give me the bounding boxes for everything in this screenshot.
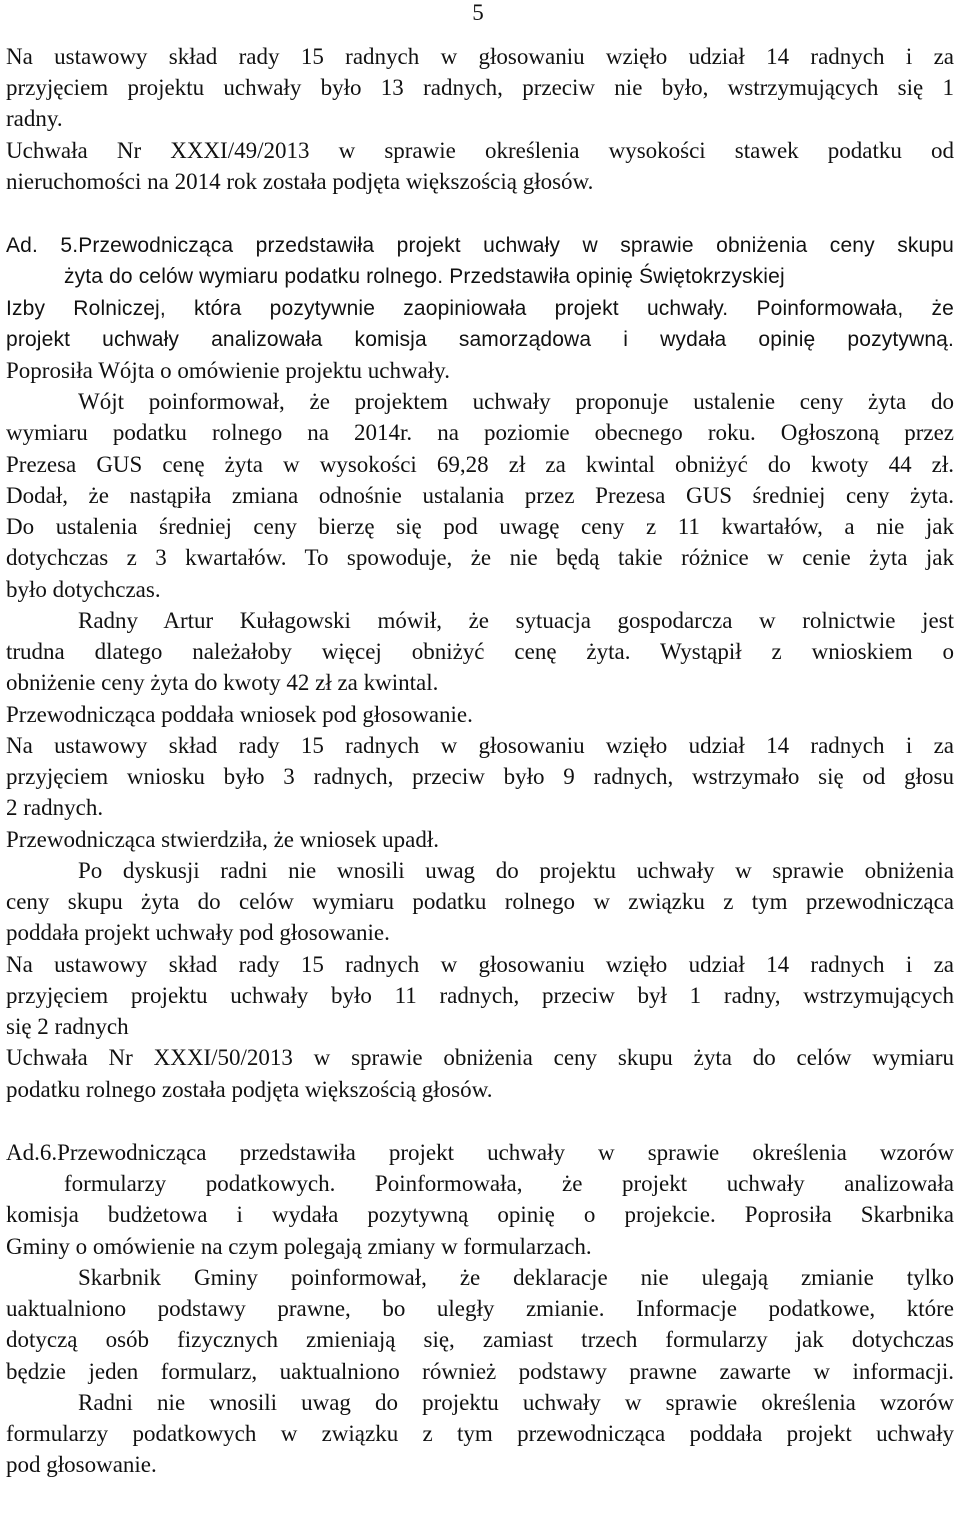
text-line: poddała projekt uchwały pod głosowanie.	[6, 920, 390, 945]
page-number: 5	[472, 0, 484, 25]
text-line: będzie jeden formularz, uaktualniono również podstawy prawne zawarte w informacji.	[6, 1359, 954, 1384]
text-line: było dotychczas.	[6, 577, 161, 602]
text-line: Prezesa GUS cenę żyta w wysokości 69,28 zł za kwintal obniżyć do kwoty 44 zł.	[6, 452, 954, 477]
text-line: przyjęciem wniosku było 3 radnych, przeciw było 9 radnych, wstrzymało się od głosu	[6, 764, 954, 789]
text-line: dotyczą osób fizycznych zmieniają się, zamiast trzech formularzy jak dotychczas	[6, 1327, 954, 1352]
text-line: uaktualniono podstawy prawne, bo uległy zmianie. Informacje podatkowe, które	[6, 1296, 954, 1321]
text-line: przyjęciem projektu uchwały było 11 radnych, przeciw był 1 radny, wstrzymujących	[6, 983, 954, 1008]
text-line: Gminy o omówienie na czym polegają zmiany w formularzach.	[6, 1234, 592, 1259]
text-line: ceny skupu żyta do celów wymiaru podatku rolnego w związku z tym przewodnicząca	[6, 889, 954, 914]
text-line: podatku rolnego została podjęta większością głosów.	[6, 1077, 493, 1102]
text-line: Przewodnicząca poddała wniosek pod głosowanie.	[6, 702, 473, 727]
text-line: Poprosiła Wójta o omówienie projektu uchwały.	[6, 358, 450, 383]
text-line: żyta do celów wymiaru podatku rolnego. Przedstawiła opinię Świętokrzyskiej	[64, 265, 785, 288]
text-line: Dodał, że nastąpiła zmiana odnośnie ustalania przez Prezesa GUS średniej ceny żyta.	[6, 483, 954, 508]
text-line: formularzy podatkowych. Poinformowała, że projekt uchwały analizowała	[64, 1171, 954, 1196]
text-line: 2 radnych.	[6, 795, 104, 820]
text-line: Izby Rolniczej, która pozytywnie zaopiniowała projekt uchwały. Poinformowała, że	[6, 297, 954, 320]
text-line: nieruchomości na 2014 rok została podjęta większością głosów.	[6, 169, 594, 194]
text-line: Po dyskusji radni nie wnosili uwag do projektu uchwały w sprawie obniżenia	[78, 858, 954, 883]
text-line: obniżenie ceny żyta do kwoty 42 zł za kwintal.	[6, 670, 439, 695]
text-line: pod głosowanie.	[6, 1452, 157, 1477]
text-line: Skarbnik Gminy poinformował, że deklaracje nie ulegają zmianie tylko	[78, 1265, 954, 1290]
text-line: wymiaru podatku rolnego na 2014r. na poziomie obecnego roku. Ogłoszoną przez	[6, 420, 954, 445]
text-line: trudna dlatego należałoby więcej obniżyć cenę żyta. Wystąpił z wnioskiem o	[6, 639, 954, 664]
text-line: projekt uchwały analizowała komisja samorządowa i wydała opinię pozytywną.	[6, 328, 954, 351]
text-line: Uchwała Nr XXXI/50/2013 w sprawie obniżenia ceny skupu żyta do celów wymiaru	[6, 1045, 954, 1070]
text-line: Wójt poinformował, że projektem uchwały proponuje ustalenie ceny żyta do	[78, 389, 954, 414]
text-line: się 2 radnych	[6, 1014, 129, 1039]
text-line: Na ustawowy skład rady 15 radnych w głosowaniu wzięło udział 14 radnych i za	[6, 733, 954, 758]
text-line: Na ustawowy skład rady 15 radnych w głosowaniu wzięło udział 14 radnych i za	[6, 952, 954, 977]
text-line: Na ustawowy skład rady 15 radnych w głosowaniu wzięło udział 14 radnych i za	[6, 44, 954, 69]
text-line: formularzy podatkowych w związku z tym przewodnicząca poddała projekt uchwały	[6, 1421, 954, 1446]
text-line: Ad. 5.Przewodnicząca przedstawiła projekt uchwały w sprawie obniżenia ceny skupu	[6, 234, 954, 257]
text-line: przyjęciem projektu uchwały było 13 radnych, przeciw nie było, wstrzymujących się 1	[6, 75, 954, 100]
text-line: Radny Artur Kułagowski mówił, że sytuacja gospodarcza w rolnictwie jest	[78, 608, 954, 633]
text-line: komisja budżetowa i wydała pozytywną opinię o projekcie. Poprosiła Skarbnika	[6, 1202, 954, 1227]
text-line: Uchwała Nr XXXI/49/2013 w sprawie określenia wysokości stawek podatku od	[6, 138, 954, 163]
text-line: dotychczas z 3 kwartałów. To spowoduje, że nie będą takie różnice w cenie żyta jak	[6, 545, 954, 570]
text-line: Radni nie wnosili uwag do projektu uchwały w sprawie określenia wzorów	[78, 1390, 954, 1415]
text-line: Ad.6.Przewodnicząca przedstawiła projekt uchwały w sprawie określenia wzorów	[6, 1140, 954, 1165]
text-line: Do ustalenia średniej ceny bierzę się pod uwagę ceny z 11 kwartałów, a nie jak	[6, 514, 954, 539]
text-line: Przewodnicząca stwierdziła, że wniosek upadł.	[6, 827, 439, 852]
text-line: radny.	[6, 106, 63, 131]
